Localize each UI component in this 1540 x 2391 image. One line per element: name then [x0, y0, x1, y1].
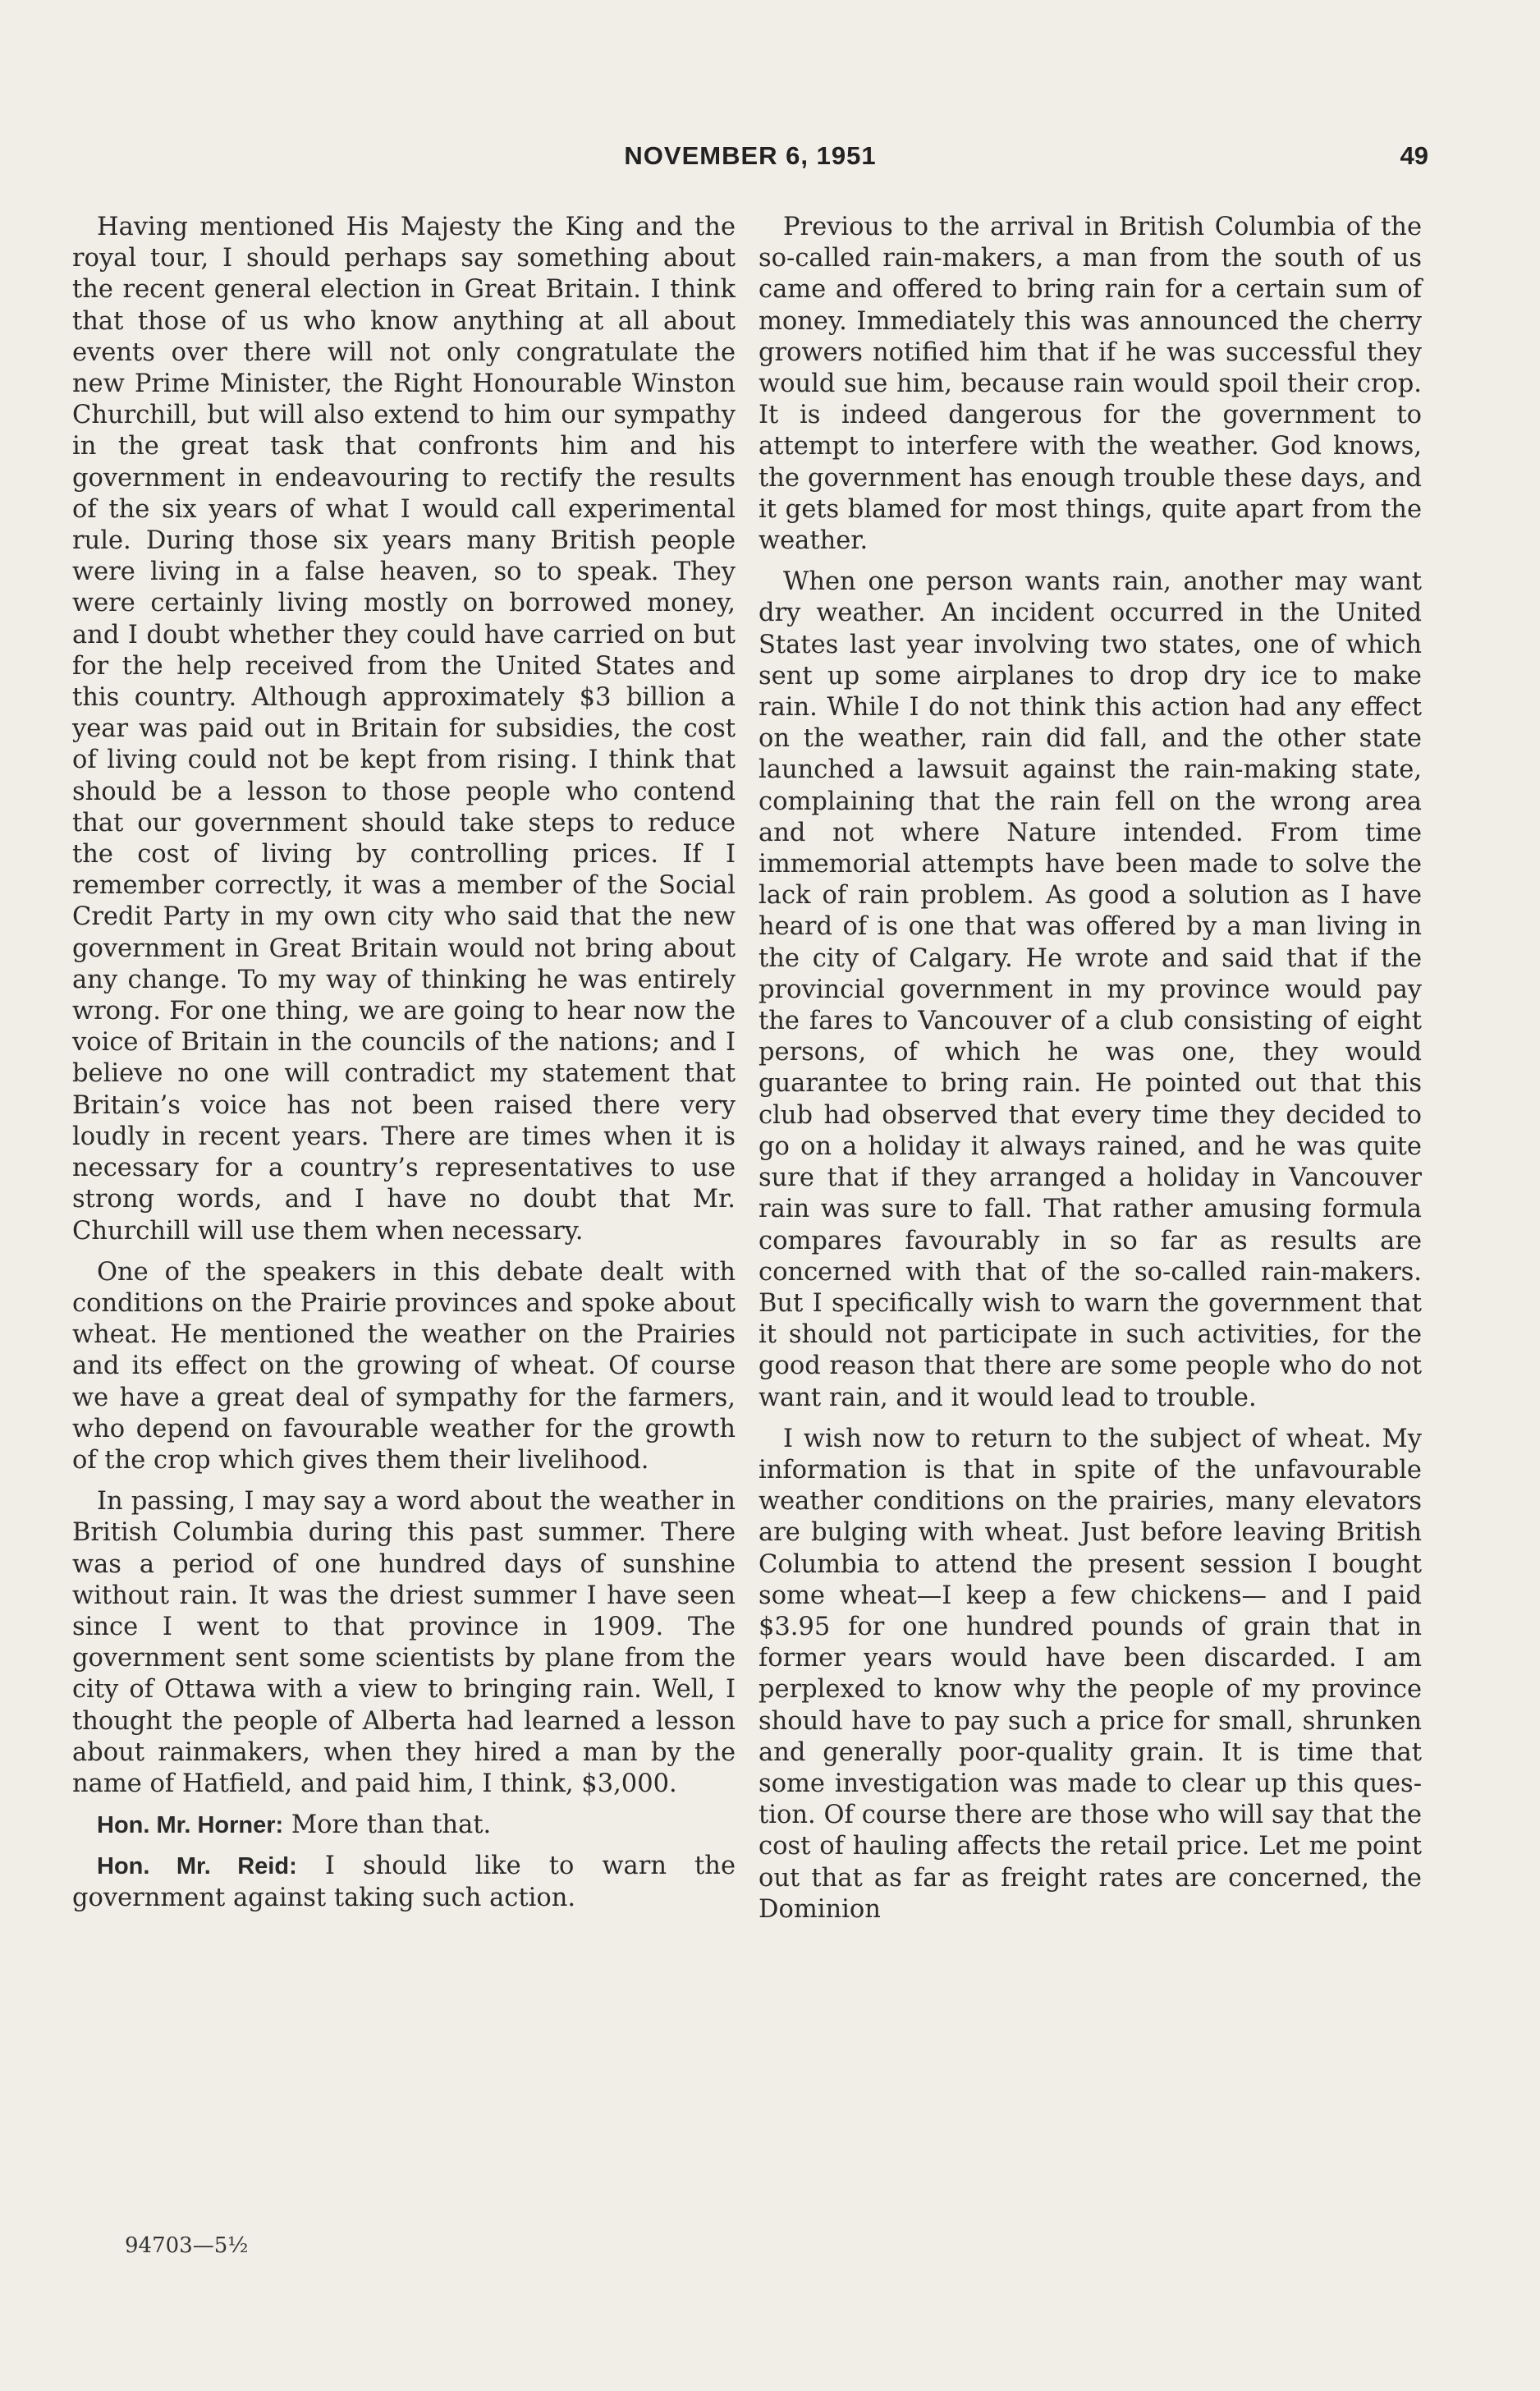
left-column: [72, 212, 736, 1924]
running-head-date: NOVEMBER 6, 1951: [624, 141, 877, 170]
paragraph-prairie-wheat: One of the speakers in this debate dealt with conditions on the Prairie provinces and spoke about wheat. He mentioned the weather on the Prairies and its effect on the growing of wheat. Of course we have a great deal of sympathy for the farmers, who depend on favourable weather for the growth of the crop which gives them their livelihood.: [72, 1257, 736, 1475]
paragraph-rain-makers: Previous to the arrival in British Columbia of the so-called rain-makers, a man from the south of us came and offered to bring rain for a certain sum of money. Immediately this was announced the cherry growers notified him that if he was successful they would sue him, because rain would spoil their crop. It is indeed dangerous for the government to attempt to interfere with the weather. God knows, the government has enough trouble these days, and it gets blamed for most things, quite apart from the weather.: [759, 213, 1422, 556]
speaker-reid: Hon. Mr. Reid:: [97, 1853, 297, 1880]
horner-remark: More than that.: [291, 1810, 492, 1840]
statement-reid: [72, 1851, 736, 1913]
speaker-horner: Hon. Mr. Horner:: [97, 1812, 284, 1839]
paragraph-wheat-prices: I wish now to return to the subject of wheat. My information is that in spite of the unfavourable weather conditions on the prairies, many elevators are bulging with wheat. Just before leaving British Columbia to attend the present session I bought some wheat—I keep a few chickens— and I paid $3.95 for one hundred pounds of grain that in former years would have been discarded. I am perplexed to know why the people of my province should have to pay such a price for small, shrunken and generally poor-quality grain. It is time that some investigation was made to clear up this question. Of course there are those who will say that the cost of hauling affects the retail price. Let me point out that as far as freight rates are concerned, the Dominion: [759, 1424, 1422, 1924]
paragraph-dry-weather: When one person wants rain, another may want dry weather. An incident occurred in the United States last year involving two states, one of which sent up some airplanes to drop dry ice to make rain. While I do not think this action had any effect on the weather, rain did fall, and the other state launched a lawsuit against the rain-making state, complaining that the rain fell on the wrong area and not where Nature intended. From time immemorial attempts have been made to solve the lack of rain problem. As good a solution as I have heard of is one that was offered by a man living in the city of Calgary. He wrote and said that if the provincial government in my province would pay the fares to Vancouver of a club consisting of eight persons, of which he was one, they would guarantee to bring rain. He pointed out that this club had observed that every time they decided to go on a holiday it always rained, and he was quite sure that if they arranged a holiday in Vancouver rain was sure to fall. That rather amusing formula compares favourably in so far as results are concerned with that of the so-called rain-makers. But I specifically wish to warn the government that it should not participate in such activities, for the good reason that there are some people who do not want rain, and it would lead to trouble.: [759, 567, 1422, 1412]
interjection-horner: [72, 1810, 736, 1841]
reid-remark: I should like to warn the government against taking such action.: [72, 1852, 736, 1912]
page-header: [72, 141, 1428, 182]
paragraph-royal-tour-election: Having mentioned His Majesty the King and the royal tour, I should perhaps say something about the recent general election in Great Britain. I think that those of us who know anything at all about events over there will not only congratulate the new Prime Minister, the Right Honourable Winston Churchill, but will also extend to him our sympathy in the great task that confronts him and his government in endeavouring to rectify the results of the six years of what I would call experimental rule. During those six years many British people were living in a false heaven, so to speak. They were certainly living mostly on borrowed money, and I doubt whether they could have carried on but for the help received from the United States and this country. Although approximately $3 billion a year was paid out in Britain for subsidies, the cost of living could not be kept from rising. I think that should be a lesson to those people who contend that our government should take steps to reduce the cost of living by controlling prices. If I remember correctly, it was a member of the Social Credit Party in my own city who said that the new government in Great Britain would not bring about any change. To my way of thinking he was entirely wrong. For one thing, we are going to hear now the voice of Britain in the councils of the nations; and I believe no one will contradict my statement that Britain’s voice has not been raised there very loudly in recent years. There are times when it is necessary for a country’s representatives to use strong words, and I have no doubt that Mr. Churchill will use them when necessary.: [72, 213, 736, 1246]
page-number: 49: [1400, 141, 1428, 170]
printer-code: 94703—5½: [125, 2233, 249, 2258]
right-column: [759, 212, 1422, 1935]
paragraph-bc-weather: In passing, I may say a word about the weather in British Columbia during this past summer. There was a period of one hundred days of sunshine without rain. It was the driest summer I have seen since I went to that province in 1909. The government sent some scientists by plane from the city of Ottawa with a view to bringing rain. Well, I thought the people of Alberta had learned a lesson about rainmakers, when they hired a man by the name of Hatfield, and paid him, I think, $3,000.: [72, 1487, 736, 1798]
